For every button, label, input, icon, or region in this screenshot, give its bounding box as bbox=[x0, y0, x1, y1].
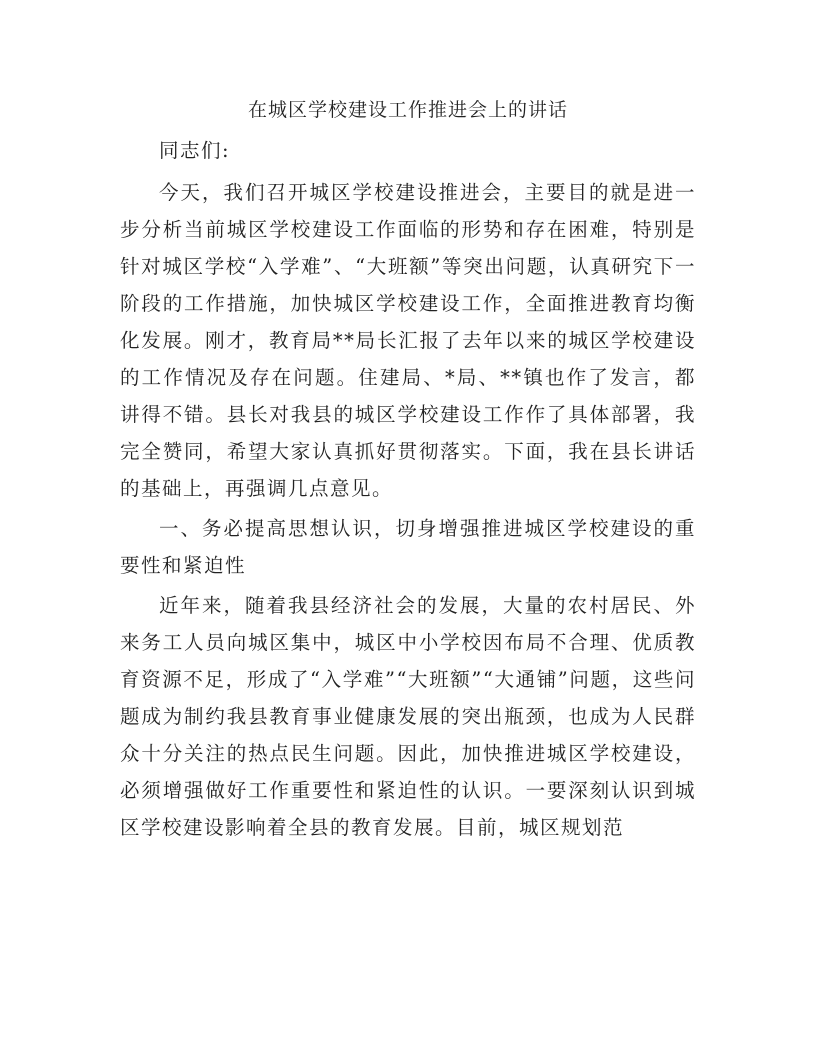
document-body bbox=[120, 90, 696, 849]
document-title: 在城区学校建设工作推进会上的讲话 bbox=[247, 99, 568, 121]
paragraph-section-1: 近年来，随着我县经济社会的发展，大量的农村居民、外来务工人员向城区集中，城区中小学校因布局不合理、优质教育资源不足，形成了“入学难”“大班额”“大通铺”问题，这些问题成为制约我县教育事业健康发展的突出瓶颈，也成为人民群众十分关注的热点民生问题。因此，加快推进城区学校建设，必须增强做好工作重要性和紧迫性的认识。一要深刻认识到城区学校建设影响着全县的教育发展。目前，城区规划范 bbox=[120, 594, 696, 839]
salutation: 同志们: bbox=[159, 139, 231, 162]
paragraph-opening: 今天，我们召开城区学校建设推进会，主要目的就是进一步分析当前城区学校建设工作面临的形势和存在困难，特别是针对城区学校“入学难”、“大班额”等突出问题，认真研究下一阶段的工作措施，加快城区学校建设工作，全面推进教育均衡化发展。刚才，教育局**局长汇报了去年以来的城区学校建设的工作情况及存在问题。住建局、*局、**镇也作了发言，都讲得不错。县长对我县的城区学校建设工作作了具体部署，我完全赞同，希望大家认真抓好贯彻落实。下面，我在县长讲话的基础上，再强调几点意见。 bbox=[120, 181, 696, 500]
section-heading-1: 一、务必提高思想认识，切身增强推进城区学校建设的重要性和紧迫性 bbox=[120, 517, 696, 577]
